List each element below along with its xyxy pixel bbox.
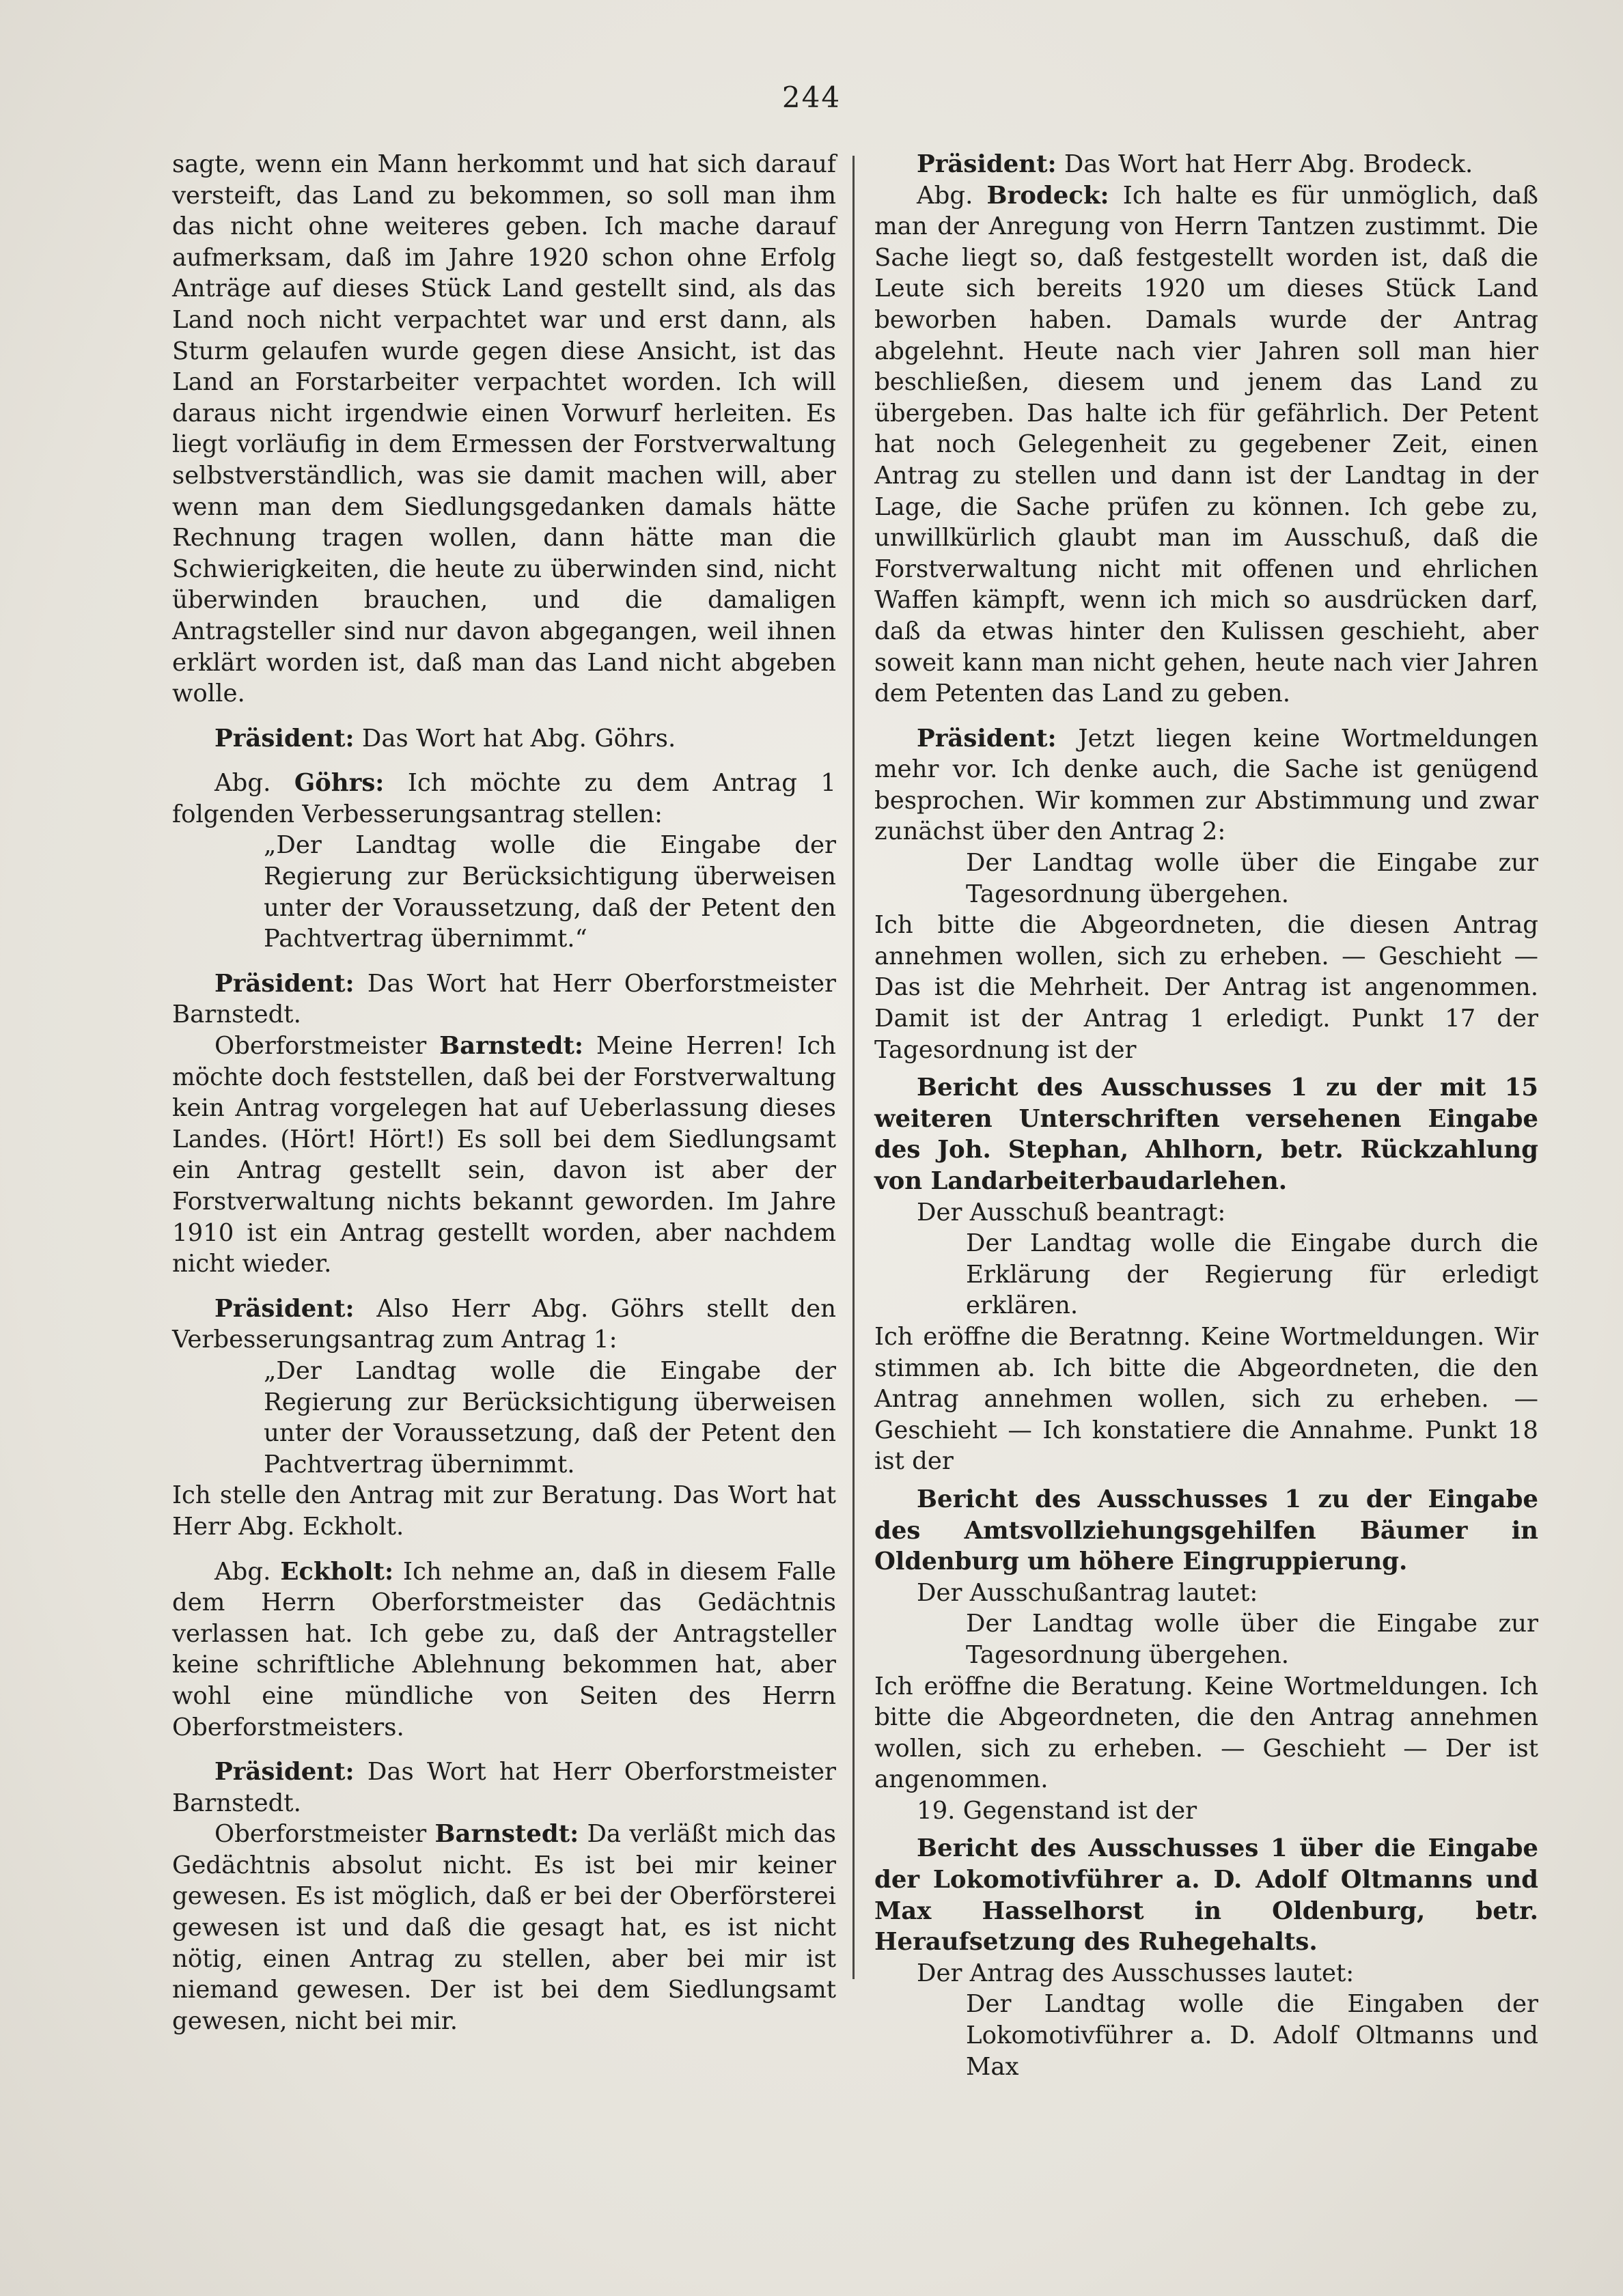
text-paragraph: Ich bitte die Abgeordneten, die diesen Antrag annehmen wollen, sich zu erheben. — Geschieht — Das ist die Mehrheit. Der Antrag ist angenommen. Damit ist der Antrag 1 erledigt. Punkt 17 der Tagesordnung ist der [874, 911, 1538, 1064]
speaker-name: Präsident: [214, 724, 355, 753]
right-column [874, 149, 1538, 2082]
text-paragraph: 19. Gegenstand ist der [917, 1796, 1197, 1825]
speaker-name: Göhrs: [294, 769, 385, 798]
speaker-paragraph [172, 1293, 836, 1356]
speaker-name: Präsident: [214, 1758, 355, 1787]
text-paragraph: Ich stelle den Antrag mit zur Beratung. Das Wort hat Herr Abg. Eckholt. [172, 1481, 836, 1541]
speaker-name: Brodeck: [986, 181, 1109, 210]
quote-paragraph: „Der Landtag wolle die Eingabe der Regierung zur Berücksichtigung überweisen unter der Voraussetzung, daß der Petent den Pachtvertrag übernimmt.“ [264, 831, 836, 953]
speaker-title: Oberforstmeister [214, 1032, 440, 1061]
left-column [172, 149, 836, 2036]
speaker-name: Präsident: [917, 724, 1057, 753]
text-paragraph: sagte, wenn ein Mann herkommt und hat sich darauf versteift, das Land zu bekommen, so soll man ihm das nicht ohne weiteres geben. Ich mache darauf aufmerksam, daß im Jahre 1920 schon ohne Erfolg Anträge auf dieses Stück Land gestellt sind, als das Land noch nicht verpachtet war und erst dann, als Sturm gelaufen wurde gegen diese Ansicht, ist das Land an Forstarbeiter verpachtet worden. Ich will daraus nicht irgendwie einen Vorwurf herleiten. Es liegt vorläufig in dem Ermessen der Forstverwaltung selbstverständlich, was sie damit machen will, aber wenn man dem Siedlungsgedanken damals hätte Rechnung tragen wollen, dann hätte man die Schwierigkeiten, die heute zu überwinden sind, nicht überwinden brauchen, und die damaligen Antragsteller sind nur davon abgegangen, weil ihnen erklärt worden ist, daß man das Land nicht abgeben wolle. [172, 150, 836, 708]
speaker-paragraph [874, 180, 1538, 710]
speaker-paragraph [874, 149, 1538, 180]
column-divider [852, 156, 855, 1979]
speech-text: Ich halte es für unmöglich, daß man der Anregung von Herrn Tantzen zustimmt. Die Sache liegt so, daß festgestellt worden ist, daß die Leute sich bereits 1920 um dieses Stück Land beworben haben. Damals wurde der Antrag abgelehnt. Heute nach vier Jahren soll man hier beschließen, diesem und jenem das Land zu übergeben. Das halte ich für gefährlich. Der Petent hat noch Gelegenheit zu gegebener Zeit, einen Antrag zu stellen und dann ist der Landtag in der Lage, die Sache prüfen zu können. Ich gebe zu, unwillkürlich glaubt man im Ausschuß, daß die Forstverwaltung nicht mit offenen und ehrlichen Waffen kämpft, wenn ich mich so ausdrücken darf, daß da etwas hinter den Kulissen geschieht, aber soweit kann man nicht gehen, heute nach vier Jahren dem Petenten das Land zu geben. [874, 181, 1538, 708]
text-paragraph: Ich eröffne die Beratnng. Keine Wortmeldungen. Wir stimmen ab. Ich bitte die Abgeordneten, die den Antrag annehmen wollen, sich zu erheben. — Geschieht — Ich konstatiere die Annahme. Punkt 18 ist der [874, 1322, 1538, 1476]
speech-text: Das Wort hat Herr Oberforstmeister Barnstedt. [172, 969, 836, 1029]
quote-paragraph: Der Landtag wolle über die Eingabe zur Tagesordnung übergehen. [966, 1610, 1538, 1669]
text-paragraph: Der Ausschußantrag lautet: [917, 1578, 1258, 1607]
speaker-paragraph [172, 768, 836, 830]
speaker-name: Präsident: [917, 150, 1057, 178]
speech-text: Das Wort hat Herr Oberforstmeister Barnstedt. [172, 1758, 836, 1817]
speaker-name: Barnstedt: [439, 1032, 583, 1061]
text-paragraph: Der Ausschuß beantragt: [917, 1198, 1226, 1227]
quote-paragraph: „Der Landtag wolle die Eingabe der Regierung zur Berücksichtigung überweisen unter der Voraussetzung, daß der Petent den Pachtvertrag übernimmt. [264, 1356, 836, 1479]
speaker-paragraph [172, 1556, 836, 1744]
speaker-paragraph [172, 1031, 836, 1280]
agenda-heading: Bericht des Ausschusses 1 zu der Eingabe des Amtsvollziehungsgehilfen Bäumer in Oldenburg um höhere Eingruppierung. [874, 1485, 1538, 1576]
speech-text: Jetzt liegen keine Wortmeldungen mehr vor. Ich denke auch, die Sache ist genügend besprochen. Wir kommen zur Abstimmung und zwar zunächst über den Antrag 2: [874, 724, 1538, 846]
speech-text: Das Wort hat Herr Abg. Brodeck. [1056, 150, 1473, 178]
speaker-title: Abg. [214, 1557, 281, 1586]
speaker-name: Barnstedt: [434, 1820, 579, 1849]
text-paragraph: Ich eröffne die Beratung. Keine Wortmeldungen. Ich bitte die Abgeordneten, die den Antrag annehmen wollen, sich zu erheben. — Geschieht — Der ist angenommen. [874, 1672, 1538, 1794]
speaker-paragraph [172, 1819, 836, 2036]
quote-paragraph: Der Landtag wolle die Eingabe durch die Erklärung der Regierung für erledigt erklären. [966, 1229, 1538, 1320]
speaker-paragraph [874, 723, 1538, 848]
speaker-name: Präsident: [214, 1294, 355, 1323]
agenda-heading: Bericht des Ausschusses 1 über die Eingabe der Lokomotivführer a. D. Adolf Oltmanns und Max Hasselhorst in Oldenburg, betr. Heraufsetzung des Ruhegehalts. [874, 1834, 1538, 1957]
speaker-title: Oberforstmeister [214, 1820, 435, 1849]
speaker-title: Abg. [917, 181, 987, 210]
speech-text: Ich möchte zu dem Antrag 1 folgenden Verbesserungsantrag stellen: [172, 769, 836, 828]
speaker-name: Eckholt: [280, 1557, 394, 1586]
quote-paragraph: Der Landtag wolle über die Eingabe zur Tagesordnung übergehen. [966, 849, 1538, 908]
speech-text: Da verläßt mich das Gedächtnis absolut nicht. Es ist bei mir keiner gewesen. Es ist möglich, daß er bei der Oberförsterei gewesen ist und daß die gesagt hat, es ist nicht nötig, einen Antrag zu stellen, aber bei mir ist niemand gewesen. Der ist bei dem Siedlungsamt gewesen, nicht bei mir. [172, 1820, 836, 2035]
speaker-paragraph [172, 1756, 836, 1819]
speech-text: Das Wort hat Abg. Göhrs. [354, 724, 676, 753]
speech-text: Meine Herren! Ich möchte doch feststellen, daß bei der Forstverwaltung kein Antrag vorgelegen hat auf Ueberlassung dieses Landes. (Hört! Hört!) Es soll bei dem Siedlungsamt ein Antrag gestellt sein, davon ist aber der Forstverwaltung nichts bekannt geworden. Im Jahre 1910 ist ein Antrag gestellt worden, aber nachdem nicht wieder. [172, 1032, 836, 1278]
speech-text: Ich nehme an, daß in diesem Falle dem Herrn Oberforstmeister das Gedächtnis verlassen hat. Ich gebe zu, daß der Antragsteller keine schriftliche Ablehnung bekommen hat, aber wohl eine mündliche von Seiten des Herrn Oberforstmeisters. [172, 1557, 836, 1741]
page-number: 244 [781, 81, 842, 114]
quote-paragraph: Der Landtag wolle die Eingaben der Lokomotivführer a. D. Adolf Oltmanns und Max [966, 1990, 1538, 2081]
speech-text: Also Herr Abg. Göhrs stellt den Verbesserungsantrag zum Antrag 1: [172, 1294, 836, 1354]
speaker-paragraph [172, 968, 836, 1031]
speaker-paragraph [172, 723, 836, 755]
speaker-name: Präsident: [214, 969, 355, 998]
speaker-title: Abg. [214, 769, 294, 798]
text-paragraph: Der Antrag des Ausschusses lautet: [917, 1959, 1355, 1987]
agenda-heading: Bericht des Ausschusses 1 zu der mit 15 weiteren Unterschriften versehenen Eingabe des Joh. Stephan, Ahlhorn, betr. Rückzahlung von Landarbeiterbaudarlehen. [874, 1074, 1538, 1195]
